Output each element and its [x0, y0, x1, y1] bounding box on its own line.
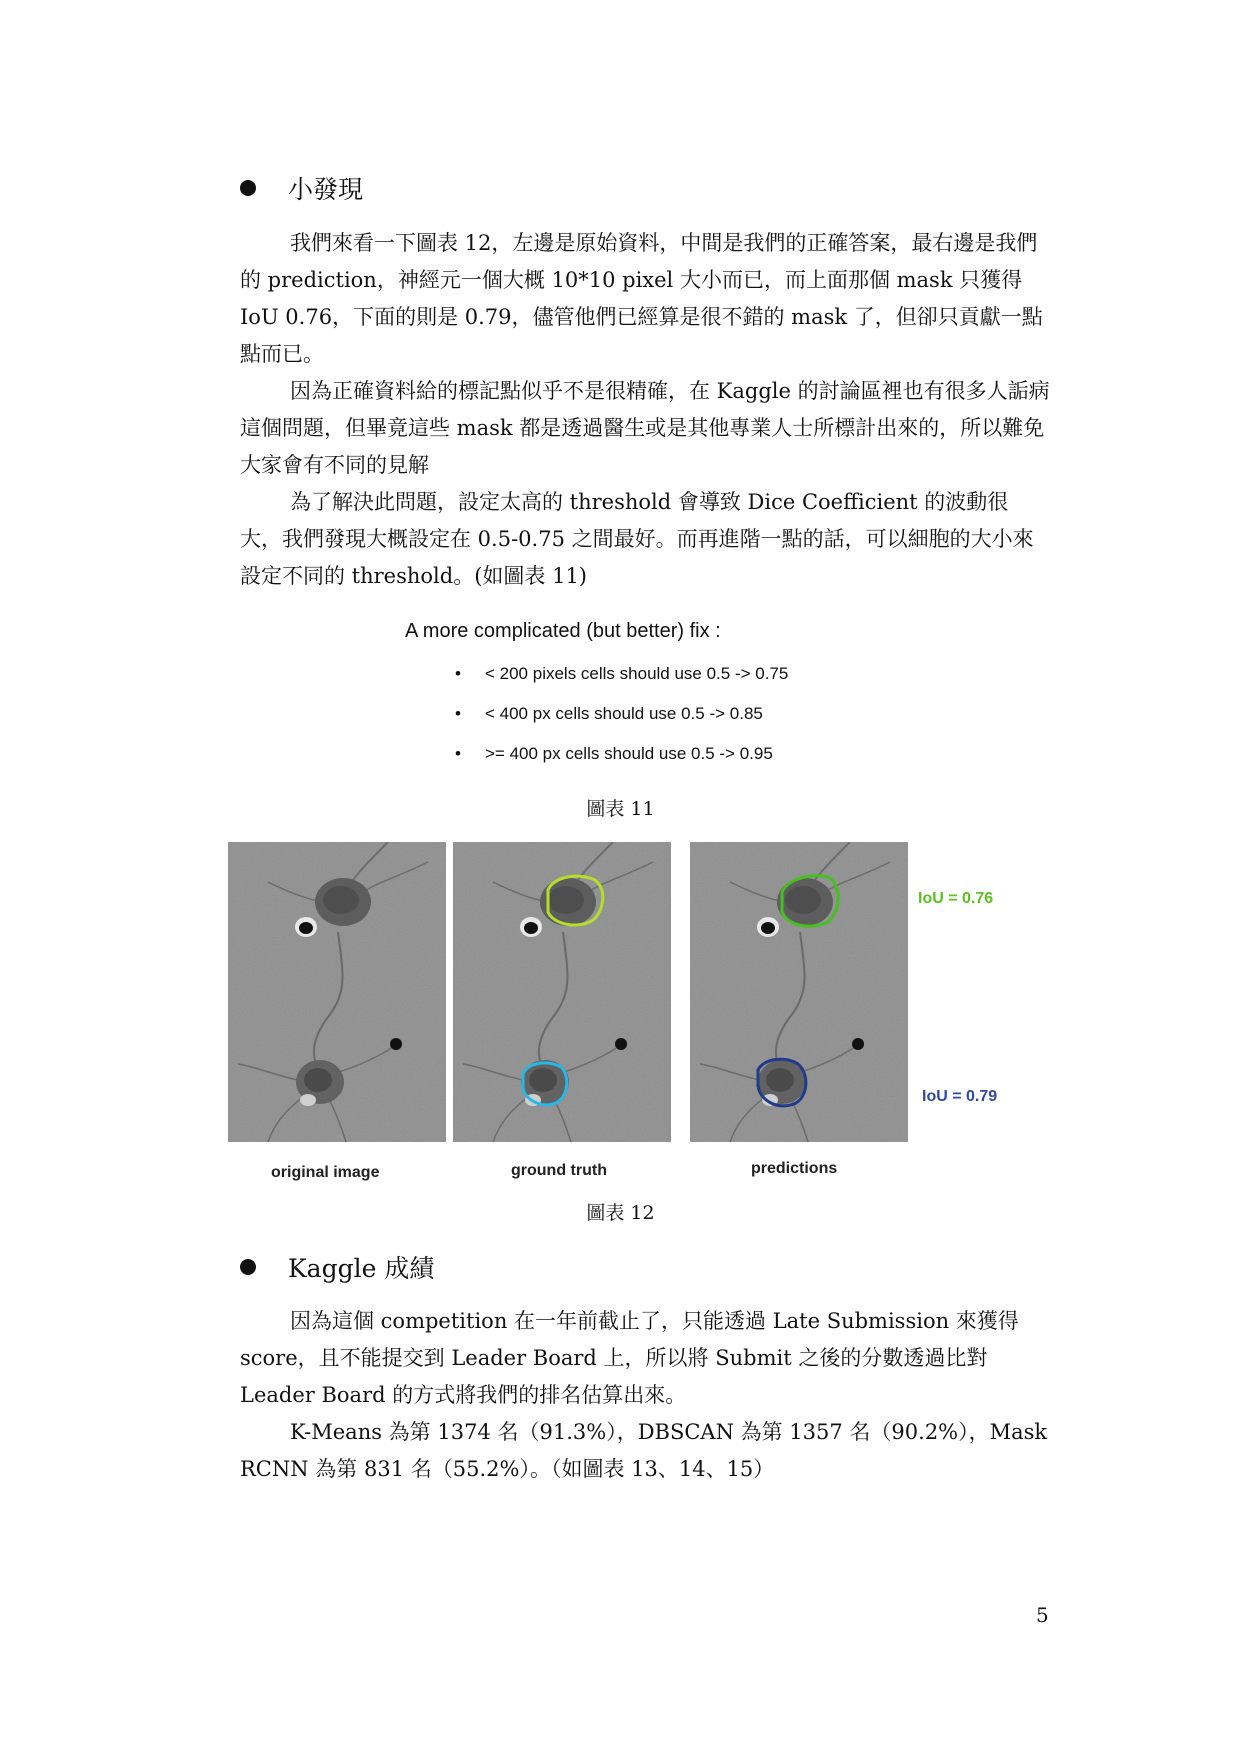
- iou-top-label: IoU = 0.76: [918, 890, 994, 907]
- bullet-icon: •: [455, 704, 461, 723]
- bullet-icon: •: [455, 664, 461, 683]
- paragraph: 因為正確資料給的標記點似乎不是很精確，在 Kaggle 的討論區裡也有很多人詬病這個問題，但畢竟這些 mask 都是透過醫生或是其他專業人士所標計出來的，所以難免大家會有不同的見解: [240, 379, 1050, 477]
- paragraph: 我們來看一下圖表 12，左邊是原始資料，中間是我們的正確答案，最右邊是我們的 prediction，神經元一個大概 10*10 pixel 大小而已，而上面那個 mask 只獲得 IoU 0.76，下面的則是 0.79，儘管他們已經算是很不錯的 mask 了，但卻只貢獻一點點而已。: [240, 231, 1043, 366]
- section-heading-kaggle: [240, 1249, 434, 1285]
- figure-12: [228, 842, 1018, 1181]
- bullet-icon: •: [455, 744, 461, 763]
- figure-11-caption: 圖表 11: [586, 798, 655, 820]
- section-heading-findings: [240, 170, 363, 206]
- kaggle-body: [240, 1303, 1050, 1488]
- findings-body: [240, 225, 1050, 595]
- section-heading-text: Kaggle 成績: [288, 1254, 435, 1283]
- label-ground-truth: ground truth: [511, 1162, 607, 1179]
- figure-11-fix-list: [405, 620, 788, 777]
- paragraph: 因為這個 competition 在一年前截止了，只能透過 Late Submission 來獲得 score，且不能提交到 Leader Board 上，所以將 Submit 之後的分數透過比對 Leader Board 的方式將我們的排名估算出來。: [240, 1309, 1019, 1407]
- figure-12-caption: 圖表 12: [586, 1202, 655, 1224]
- page-number: 5: [1036, 1603, 1049, 1627]
- fix-title: A more complicated (but better) fix :: [405, 620, 721, 642]
- paragraph: 為了解決此問題，設定太高的 threshold 會導致 Dice Coefficient 的波動很大，我們發現大概設定在 0.5-0.75 之間最好。而再進階一點的話，可以細胞的大小來設定不同的 threshold。(如圖表 11): [240, 490, 1034, 588]
- list-item: • >= 400 px cells should use 0.5 -> 0.95: [455, 737, 788, 777]
- ground-truth-panel: [453, 842, 671, 1142]
- predictions-panel: [690, 842, 908, 1142]
- section-heading-text: 小發現: [288, 175, 364, 204]
- list-item: • < 200 pixels cells should use 0.5 -> 0.75: [455, 657, 788, 697]
- iou-bottom-label: IoU = 0.79: [922, 1088, 998, 1105]
- bullet-icon: [240, 1259, 256, 1275]
- fix-items: [405, 657, 788, 777]
- bullet-icon: [240, 180, 256, 196]
- label-original-image: original image: [271, 1164, 380, 1181]
- microscopy-panels: [228, 842, 1018, 1152]
- label-predictions: predictions: [751, 1160, 838, 1177]
- paragraph: K-Means 為第 1374 名（91.3%），DBSCAN 為第 1357 名（90.2%），Mask RCNN 為第 831 名（55.2%）。（如圖表 13、14、15）: [240, 1420, 1048, 1481]
- list-item: • < 400 px cells should use 0.5 -> 0.85: [455, 697, 788, 737]
- original-image-panel: [228, 842, 446, 1142]
